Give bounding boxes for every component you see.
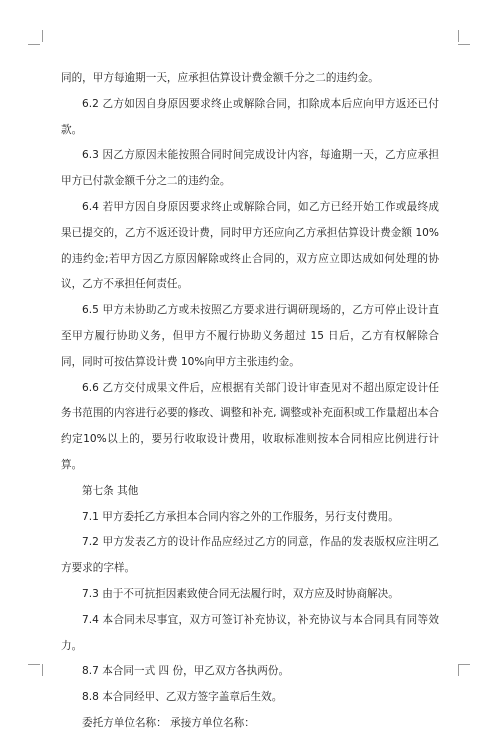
clause-7-4: 7.4 本合同未尽事宜，双方可签订补充协议，补充协议与本合同具有同等效力。 [61,613,439,652]
article-7-heading: 第七条 其他 [82,484,139,497]
clause-7-3: 7.3 由于不可抗拒因素致使合同无法履行时，双方应及时协商解决。 [82,587,399,600]
clause-6-5: 6.5 甲方未协助乙方或未按照乙方要求进行调研现场的，乙方可停止设计直至甲方履行协助义务，但甲方不履行协助义务超过 15 日后，乙方有权解除合同，同时可按估算设计费 10%向甲方主张违约金。 [61,304,439,368]
clause-8-8: 8.8 本合同经甲、乙双方签字盖章后生效。 [82,691,283,704]
document-body [61,66,439,737]
clause-6-4: 6.4 若甲方因自身原因要求终止或解除合同，如乙方已经开始工作或最终成果已提交的，乙方不返还设计费，同时甲方还应向乙方承担估算设计费金额 10%的违约金;若甲方因乙方原因解除或终止合同的，双方应立即达成如何处理的协议，乙方不承担任何责任。 [61,200,439,291]
clause-6-6: 6.6 乙方交付成果文件后，应根据有关部门设计审查见对不超出原定设计任务书范围的内容进行必要的修改、调整和补充, 调整或补充面积或工作量超出本合约定10%以上的，要另行收取设计费用，收取标准则按本合同相应比例进行计算。 [61,381,439,471]
paragraph-continuation: 同的，甲方每逾期一天，应承担估算设计费金额千分之二的违约金。 [61,72,379,84]
clause-6-3: 6.3 因乙方原因未能按照合同时间完成设计内容，每逾期一天，乙方应承担甲方已付款金额千分之二的违约金。 [61,149,439,188]
clause-7-1: 7.1 甲方委托乙方承担本合同内容之外的工作服务，另行支付费用。 [82,510,399,523]
signature-line: 委托方单位名称： 承接方单位名称： [82,716,255,729]
clause-6-2: 6.2 乙方如因自身原因要求终止或解除合同，扣除成本后应向甲方返还已付款。 [61,97,439,136]
clause-7-2: 7.2 甲方发表乙方的设计作品应经过乙方的同意，作品的发表版权应注明乙方要求的字样。 [61,536,439,575]
clause-8-7: 8.7 本合同一式 四 份，甲乙双方各执两份。 [82,665,290,678]
